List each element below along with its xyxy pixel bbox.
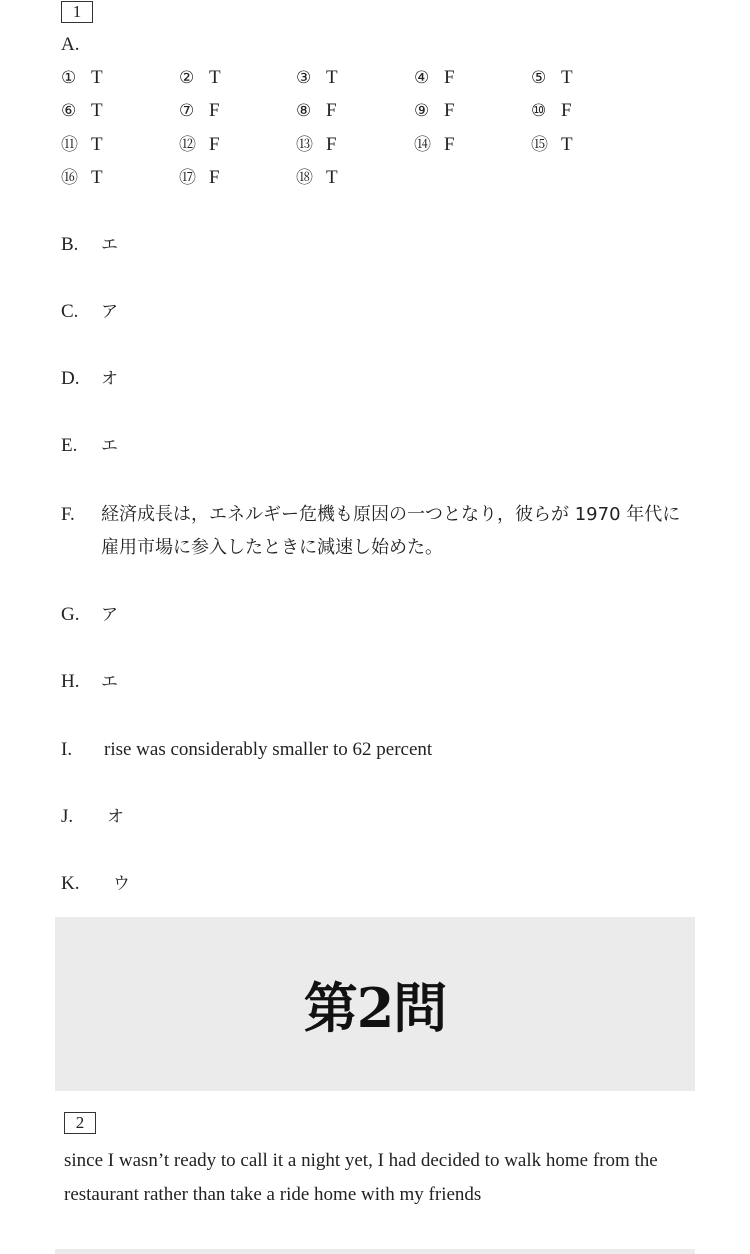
tf-item-mark: ⑦ xyxy=(179,101,195,121)
tf-item-value: T xyxy=(561,134,573,155)
tf-item xyxy=(296,66,338,90)
answer-i xyxy=(61,738,432,762)
tf-item xyxy=(296,166,338,190)
answer-g xyxy=(61,603,118,627)
tf-item-value: F xyxy=(209,167,220,188)
tf-item-mark: ⑨ xyxy=(414,101,430,121)
tf-item-value: F xyxy=(444,100,455,121)
tf-item xyxy=(61,99,103,123)
tf-item-mark: ④ xyxy=(414,68,430,88)
tf-item xyxy=(531,133,573,157)
tf-item xyxy=(61,166,103,190)
answer-label: B. xyxy=(61,234,79,255)
answer-h xyxy=(61,670,118,694)
tf-item xyxy=(179,99,220,123)
tf-item xyxy=(414,99,455,123)
answer-label: H. xyxy=(61,671,80,692)
answer-value: エ xyxy=(101,436,118,456)
tf-item-mark: ⑬ xyxy=(296,135,313,155)
tf-item-value: F xyxy=(444,67,455,88)
answer-label: I. xyxy=(61,739,73,760)
section-banner xyxy=(55,917,695,1091)
tf-item xyxy=(179,133,220,157)
question-number-box: 2 xyxy=(64,1112,96,1134)
tf-item-value: F xyxy=(209,100,220,121)
answer-f xyxy=(61,498,681,564)
answer-label: K. xyxy=(61,873,80,894)
answer-e xyxy=(61,434,118,458)
answer-d xyxy=(61,367,118,391)
tf-item-value: F xyxy=(561,100,572,121)
answer-j xyxy=(61,805,124,829)
tf-item-value: T xyxy=(561,67,573,88)
tf-item-value: F xyxy=(444,134,455,155)
tf-item xyxy=(61,66,103,90)
tf-item xyxy=(531,66,573,90)
tf-item xyxy=(531,99,572,123)
tf-item-mark: ⑯ xyxy=(61,168,78,188)
answer-value: ア xyxy=(101,302,118,322)
section-bottom-rule xyxy=(55,1249,695,1254)
tf-item-value: T xyxy=(91,167,103,188)
tf-item-value: F xyxy=(209,134,220,155)
tf-item-mark: ① xyxy=(61,68,77,88)
answer-value: エ xyxy=(101,235,118,255)
tf-item-mark: ② xyxy=(179,68,195,88)
tf-item xyxy=(414,66,455,90)
answer-value: rise was considerably smaller to 62 percent xyxy=(104,739,433,760)
tf-item-mark: ⑧ xyxy=(296,101,312,121)
tf-item xyxy=(296,99,337,123)
tf-item-value: T xyxy=(91,134,103,155)
answer-value: 経済成長は，エネルギー危機も原因の一つとなり，彼らが 1970 年代に雇用市場に参入したときに減速し始めた。 xyxy=(101,504,681,558)
answer-label: D. xyxy=(61,368,80,389)
tf-item-mark: ⑭ xyxy=(414,135,431,155)
tf-item-mark: ⑥ xyxy=(61,101,77,121)
part-a-label: A. xyxy=(61,34,80,55)
q2-answer-text: since I wasn’t ready to call it a night yet, I had decided to walk home from the restaurant rather than take a ride home with my friends xyxy=(64,1150,658,1205)
question-number-box: 1 xyxy=(61,1,93,23)
tf-item-value: T xyxy=(209,67,221,88)
tf-item-mark: ⑩ xyxy=(531,101,547,121)
tf-item xyxy=(179,166,220,190)
tf-item-mark: ⑪ xyxy=(61,135,78,155)
tf-item-mark: ⑤ xyxy=(531,68,547,88)
answer-label: C. xyxy=(61,301,79,322)
tf-item-mark: ⑱ xyxy=(296,168,313,188)
tf-item-mark: ③ xyxy=(296,68,312,88)
answer-value: ウ xyxy=(113,874,130,894)
answer-b xyxy=(61,233,118,257)
tf-item-value: F xyxy=(326,100,337,121)
answer-value: オ xyxy=(101,369,118,389)
answer-value: ア xyxy=(101,605,118,625)
tf-item xyxy=(296,133,337,157)
section-title: 第2問 xyxy=(303,975,447,1040)
tf-item-value: T xyxy=(326,67,338,88)
answer-label: G. xyxy=(61,604,80,625)
tf-item-value: T xyxy=(91,100,103,121)
tf-item-mark: ⑰ xyxy=(179,168,196,188)
answer-value: エ xyxy=(101,672,118,692)
tf-item-mark: ⑫ xyxy=(179,135,196,155)
answer-c xyxy=(61,300,118,324)
answer-value: オ xyxy=(107,807,124,827)
tf-item xyxy=(414,133,455,157)
tf-item-mark: ⑮ xyxy=(531,135,548,155)
answer-label: J. xyxy=(61,806,74,827)
tf-item xyxy=(179,66,221,90)
tf-item-value: T xyxy=(91,67,103,88)
answer-k xyxy=(61,872,130,896)
answer-label: F. xyxy=(61,504,75,525)
tf-item-value: T xyxy=(326,167,338,188)
tf-item-value: F xyxy=(326,134,337,155)
answer-label: E. xyxy=(61,435,78,456)
tf-item xyxy=(61,133,103,157)
